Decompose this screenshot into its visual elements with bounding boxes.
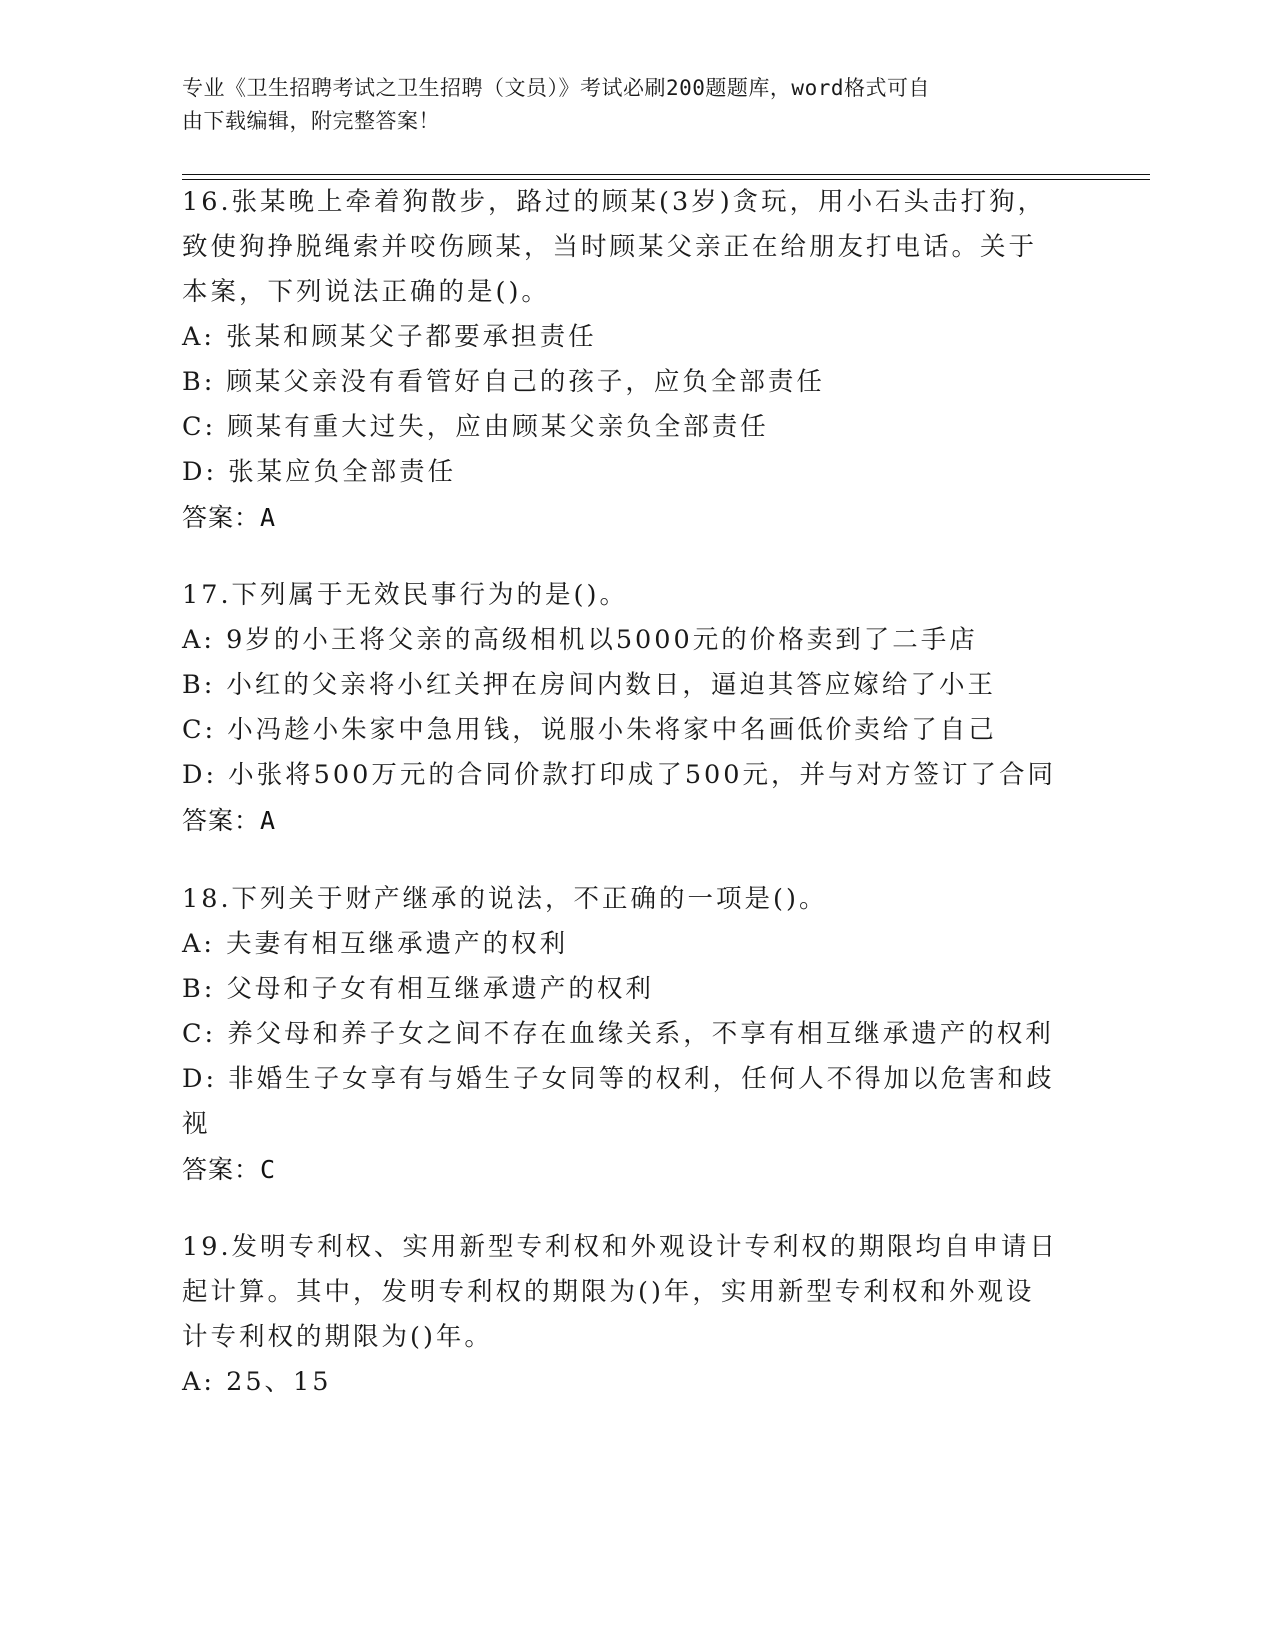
question-stem-line: 本案，下列说法正确的是()。 [182,277,550,307]
document-header [182,72,1062,138]
question-16 [182,180,1062,541]
option-d: D: 小张将500万元的合同价款打印成了500元，并与对方签订了合同 [182,760,1056,790]
question-stem-line: 计专利权的期限为()年。 [182,1322,493,1352]
option-a: A: 张某和顾某父子都要承担责任 [182,322,597,352]
question-stem-line: 18.下列关于财产继承的说法，不正确的一项是()。 [182,884,828,914]
option-a: A: 夫妻有相互继承遗产的权利 [182,929,569,959]
header-divider-top [182,174,1150,175]
answer-label: 答案： [182,503,261,532]
answer-line [182,495,1062,541]
answer-value: A [260,806,277,835]
answer-line [182,798,1062,844]
option-b: B: 小红的父亲将小红关押在房间内数日，逼迫其答应嫁给了小王 [182,670,996,700]
header-line-1: 专业《卫生招聘考试之卫生招聘（文员）》考试必刷200题题库，word格式可自 [182,76,930,100]
answer-value: C [260,1155,277,1184]
answer-value: A [260,503,277,532]
answer-label: 答案： [182,1155,261,1184]
option-b: B: 父母和子女有相互继承遗产的权利 [182,974,654,1004]
question-19 [182,1225,1062,1405]
question-stem-line: 19.发明专利权、实用新型专利权和外观设计专利权的期限均自申请日 [182,1232,1059,1262]
option-c: C: 顾某有重大过失，应由顾某父亲负全部责任 [182,412,769,442]
question-18 [182,877,1062,1193]
option-d-continued: 视 [182,1109,211,1139]
question-stem-line: 起计算。其中，发明专利权的期限为()年，实用新型专利权和外观设 [182,1277,1035,1307]
header-line-2: 由下载编辑，附完整答案！ [182,109,440,133]
answer-label: 答案： [182,806,261,835]
question-stem-line: 17.下列属于无效民事行为的是()。 [182,580,628,610]
question-stem-line: 致使狗挣脱绳索并咬伤顾某，当时顾某父亲正在给朋友打电话。关于 [182,232,1038,262]
question-stem-line: 16.张某晚上牵着狗散步，路过的顾某(3岁)贪玩，用小石头击打狗， [182,187,1047,217]
option-d: D: 非婚生子女享有与婚生子女同等的权利，任何人不得加以危害和歧 [182,1064,1055,1094]
option-a: A: 25、15 [182,1367,332,1397]
option-a: A: 9岁的小王将父亲的高级相机以5000元的价格卖到了二手店 [182,625,978,655]
option-b: B: 顾某父亲没有看管好自己的孩子，应负全部责任 [182,367,825,397]
option-d: D: 张某应负全部责任 [182,457,457,487]
option-c: C: 小冯趁小朱家中急用钱，说服小朱将家中名画低价卖给了自己 [182,715,997,745]
answer-line [182,1147,1062,1193]
question-17 [182,573,1062,844]
option-c: C: 养父母和养子女之间不存在血缘关系，不享有相互继承遗产的权利 [182,1019,1054,1049]
